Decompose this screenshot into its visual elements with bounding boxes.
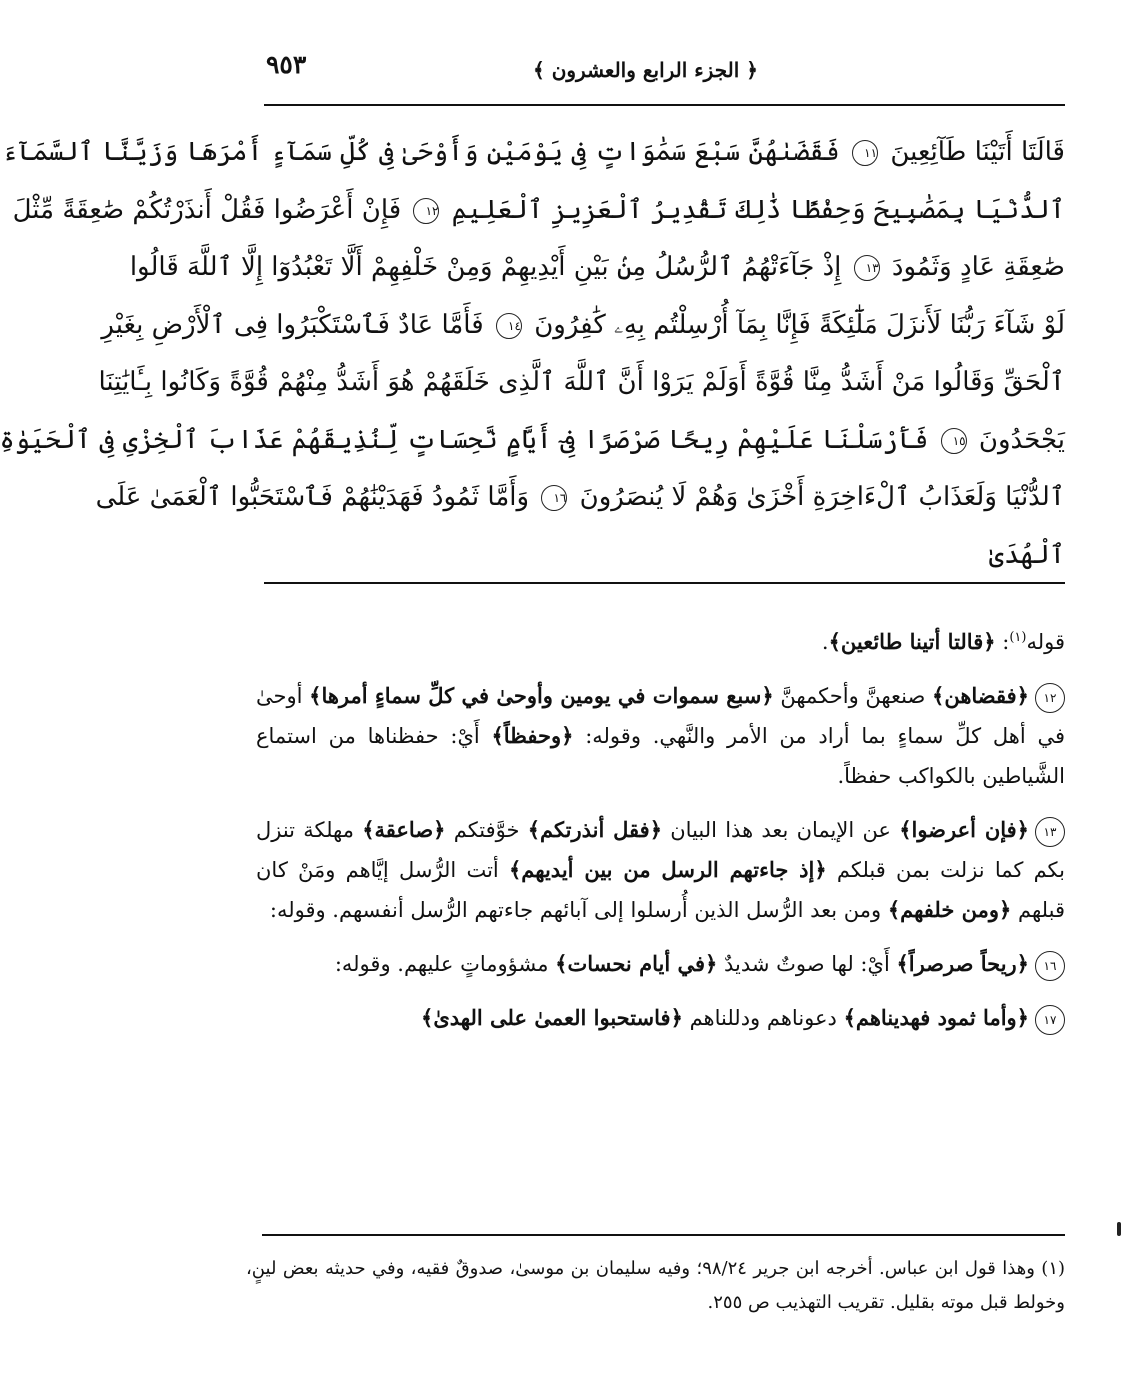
- commentary-block: [256, 618, 1065, 1052]
- footnote: (١) وهذا قول ابن عباس. أخرجه ابن جرير ٩٨/٢٤؛ وفيه سليمان بن موسىٰ، صدوقٌ فقيه، وفي حديثه بعض لينٍ، وخولط قبل موته بقليل. تقريب التهذيب ص ٢٥٥.: [246, 1258, 1066, 1313]
- ayah-marker: ١٦: [541, 485, 567, 511]
- commentary-paragraph: ١٣﴿فإن أعرضوا﴾ عن الإيمان بعد هذا البيان ﴿فقل أنذرتكم﴾ خوَّفتكم ﴿صاعقة﴾ مهلكة تنزل بكم كما نزلت بمن قبلكم ﴿إذ جاءتهم الرسل من بين أيديهم﴾ أتت الرُّسل إيَّاهم ومَنْ كان قبلهم ﴿ومن خلفهم﴾ ومن بعد الرُّسل الذين أُرسلوا إلى آبائهم جاءتهم الرُّسل أنفسهم. وقوله:: [256, 817, 1066, 922]
- page-number: ٩٥٣: [266, 50, 307, 79]
- quote: ﴿سبع سموات في يومين وأوحىٰ في كلِّ سماءٍ أمرها﴾: [309, 683, 774, 708]
- verse-line: قَالَتَا أَتَيْنَا طَآئِعِينَ ١١ فَقَضَىٰهُنَّ سَبْعَ سَمَٰوَاتٍ فِى يَوْمَيْنِ وَأَوْحَىٰ فِى كُلِّ سَمَآءٍ أَمْرَهَا وَزَيَّنَّا ٱلسَّمَآءَ: [2, 137, 1065, 167]
- quote: ﴿فاستحبوا العمىٰ على الهدىٰ﴾: [421, 1005, 683, 1030]
- commentary-paragraph: ١٦﴿ريحاً صرصراً﴾ أَيْ: لها صوتٌ شديدٌ ﴿في أيام نحسات﴾ مشؤوماتٍ عليهم. وقوله:: [256, 944, 1065, 984]
- ayah-marker: ١٤: [496, 313, 522, 339]
- ayah-marker: ١٢: [413, 198, 439, 224]
- verse-line: لَوْ شَآءَ رَبُّنَا لَأَنزَلَ مَلَٰٓئِكَةً فَإِنَّا بِمَآ أُرْسِلْتُم بِهِۦ كَٰفِرُونَ ١٤ فَأَمَّا عَادٌ فَٱسْتَكْبَرُوا فِى ٱلْأَرْضِ بِغَيْرِ: [101, 309, 1065, 340]
- quran-text-block: [0, 124, 1065, 584]
- quote: ﴿إذ جاءتهم الرسل من بين أيديهم﴾: [508, 857, 827, 882]
- commentary-paragraph: ١٧﴿وأما ثمود فهديناهم﴾ دعوناهم ودللناهم ﴿فاستحبوا العمىٰ على الهدىٰ﴾: [256, 998, 1065, 1038]
- verse-number-badge: ١٧: [1035, 1005, 1065, 1035]
- verse-line: ٱلْحَقِّ وَقَالُوا مَنْ أَشَدُّ مِنَّا قُوَّةً أَوَلَمْ يَرَوْا أَنَّ ٱللَّهَ ٱلَّذِى خَلَقَهُمْ هُوَ أَشَدُّ مِنْهُمْ قُوَّةً وَكَانُوا بِـَٔايَٰتِنَا: [98, 367, 1065, 397]
- verse-line: ٱلْهُدَىٰ: [988, 539, 1065, 570]
- verse-line: يَجْحَدُونَ ١٥ فَأَرْسَلْنَا عَلَيْهِمْ رِيحًا صَرْصَرًا فِىٓ أَيَّامٍ نَّحِسَاتٍ لِّنُذِيقَهُمْ عَذَابَ ٱلْخِزْىِ فِى ٱلْحَيَوٰةِ: [0, 424, 1065, 455]
- verse-line: صَٰعِقَةِ عَادٍ وَثَمُودَ ١٣ إِذْ جَآءَتْهُمُ ٱلرُّسُلُ مِنۢ بَيْنِ أَيْدِيهِمْ وَمِنْ خَلْفِهِمْ أَلَّا تَعْبُدُوٓا إِلَّا ٱللَّهَ قَالُوا: [129, 252, 1065, 282]
- section-rule: [264, 582, 1065, 584]
- quote: ﴿ومن خلفهم﴾: [887, 897, 1012, 922]
- verse-line: ٱلدُّنْيَا وَلَعَذَابُ ٱلْءَاخِرَةِ أَخْزَىٰ وَهُمْ لَا يُنصَرُونَ ١٦ وَأَمَّا ثَمُودُ فَهَدَيْنَٰهُمْ فَٱسْتَحَبُّوا ٱلْعَمَىٰ عَلَى: [95, 482, 1065, 512]
- quote: ﴿وأما ثمود فهديناهم﴾: [843, 1005, 1029, 1030]
- verse-line: ٱلدُّنْيَا بِمَصَٰبِيحَ وَحِفْظًا ذَٰلِكَ تَقْدِيرُ ٱلْعَزِيزِ ٱلْعَلِيمِ ١٢ فَإِنْ أَعْرَضُوا فَقُلْ أَنذَرْتُكُمْ صَٰعِقَةً مِّثْلَ: [12, 194, 1065, 225]
- ayah-marker: ١٣: [854, 255, 880, 281]
- verse-number-badge: ١٣: [1035, 817, 1065, 847]
- footnote-ref[interactable]: (١): [1009, 630, 1027, 645]
- ayah-marker: ١٥: [941, 428, 967, 454]
- footnote-rule: [262, 1234, 1065, 1236]
- quote: ﴿قالتا أتينا طائعين﴾: [828, 629, 996, 654]
- edge-mark: [1117, 1222, 1121, 1236]
- verse-number-badge: ١٢: [1035, 683, 1065, 713]
- page-header: [230, 48, 1061, 92]
- quote: ﴿فقل أنذرتكم﴾: [527, 817, 663, 842]
- quote: ﴿ريحاً صرصراً﴾: [896, 951, 1029, 976]
- running-head: ﴿ الجزء الرابع والعشرون ﴾: [533, 58, 758, 82]
- quote: ﴿في أيام نحسات﴾: [555, 951, 718, 976]
- quote: ﴿صاعقة﴾: [362, 817, 446, 842]
- commentary-paragraph: قوله$^{(١)}$: ﴿قالتا أتينا طائعين﴾.: [821, 629, 1065, 654]
- ayah-marker: ١١: [852, 140, 878, 166]
- header-rule: [264, 104, 1065, 106]
- quote: ﴿فإن أعرضوا﴾: [899, 817, 1029, 842]
- verse-number-badge: ١٦: [1035, 951, 1065, 981]
- quote: ﴿فقضاهن﴾: [932, 683, 1029, 708]
- quote: ﴿وحفظاً﴾: [491, 723, 574, 748]
- commentary-paragraph: ١٢﴿فقضاهن﴾ صنعهنَّ وأحكمهنَّ ﴿سبع سموات في يومين وأوحىٰ في كلِّ سماءٍ أمرها﴾ أوحىٰ في أهل كلِّ سماءٍ بما أراد من الأمر والنَّهي. وقوله: ﴿وحفظاً﴾ أَيْ: حفظناها من استماع الشَّياطين بالكواكب حفظاً.: [256, 683, 1065, 788]
